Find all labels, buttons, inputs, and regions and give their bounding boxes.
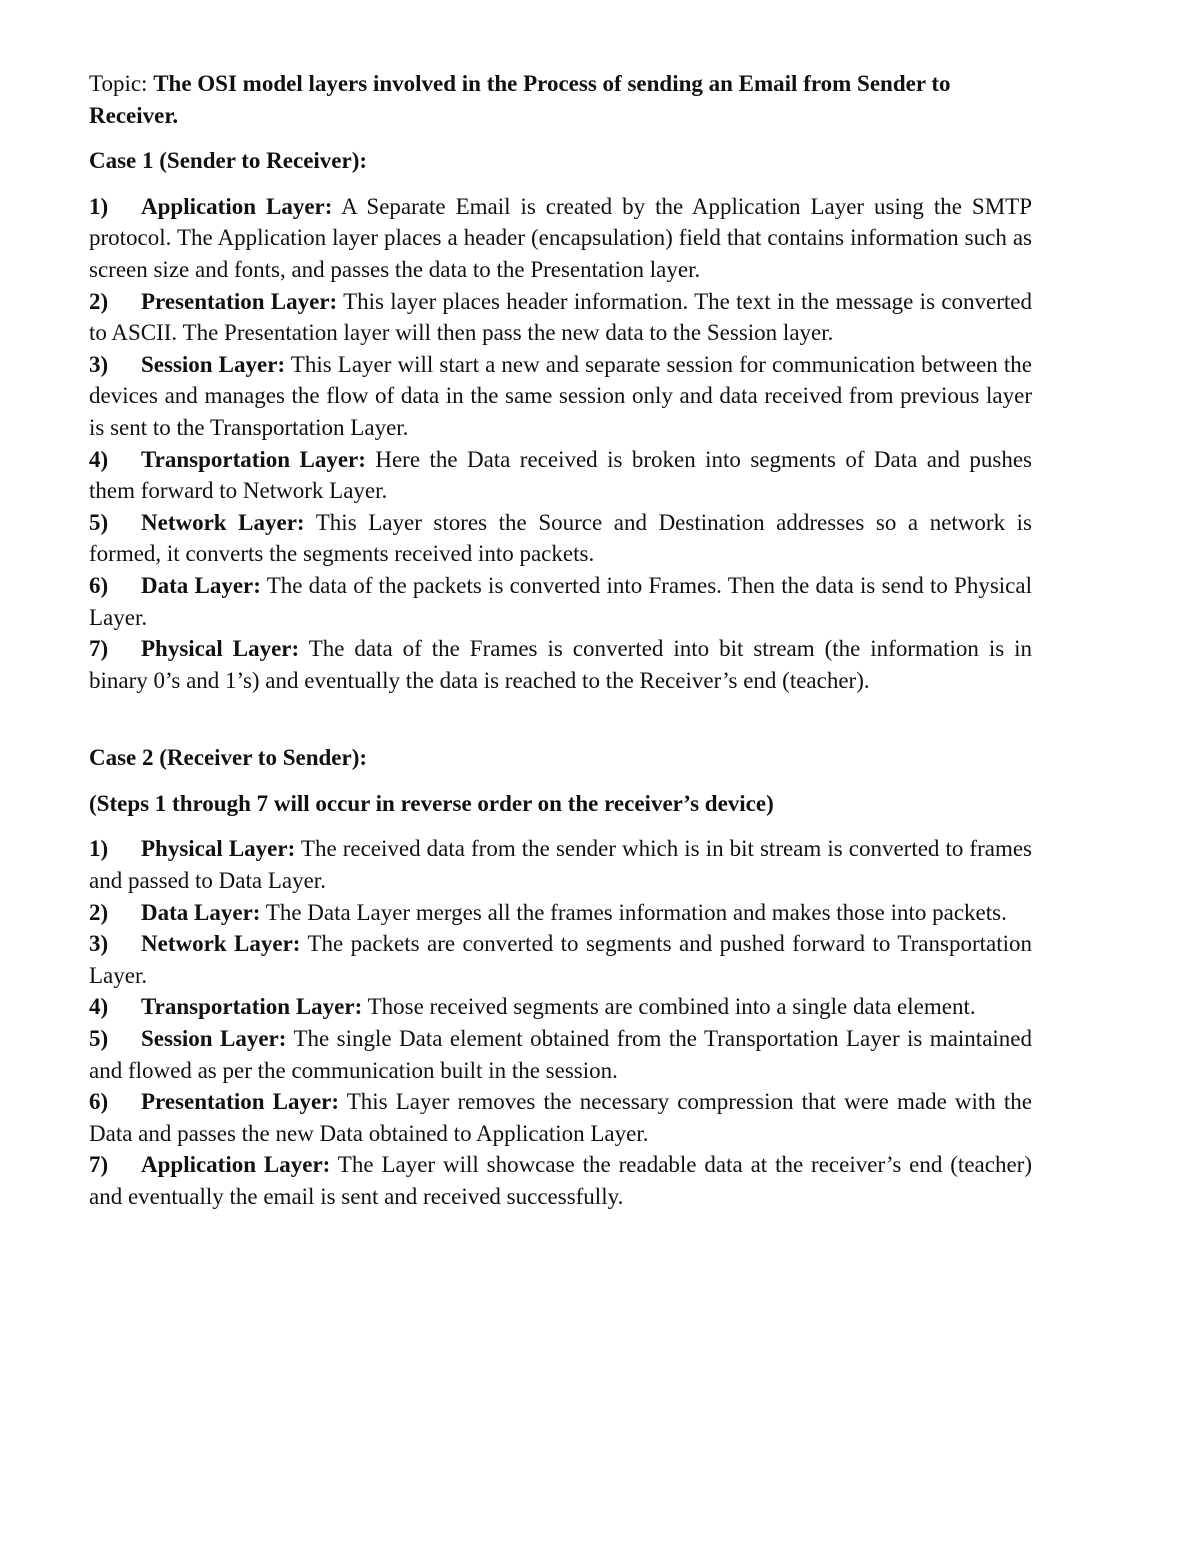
case2-note: (Steps 1 through 7 will occur in reverse order on the receiver’s device) [89,790,774,816]
case1-section [89,145,1032,696]
case2-step [89,897,1032,929]
step-term: Presentation Layer: [141,1089,340,1115]
step-number: 4) [89,446,109,472]
step-term: Transportation Layer: [141,994,363,1020]
topic-line [89,68,1032,131]
step-term: Network Layer: [141,931,301,957]
step-number: 1) [89,193,109,219]
step-text: Those received segments are combined into a single data element. [362,994,976,1020]
topic-title: The OSI model layers involved in the Process of sending an Email from Sender to Receiver. [89,71,951,128]
step-number: 6) [89,1089,109,1115]
step-text: The packets are converted to segments and pushed forward to Transportation Layer. [89,931,1032,988]
case1-step [89,349,1032,444]
case2-step [89,833,1032,896]
step-text: The data of the Frames is converted into bit stream (the information is in binary 0’s and 1’s) and eventually the data is reached to the Receiver’s end (teacher). [89,636,1033,693]
step-number: 7) [89,636,109,662]
step-text: The data of the packets is converted into Frames. Then the data is send to Physical Layer. [89,572,1032,630]
step-text: The Layer will showcase the readable data at the receiver’s end (teacher) and eventually the email is sent and received successfully. [89,1152,1032,1209]
step-term: Physical Layer: [141,836,296,862]
step-text: This Layer stores the Source and Destination addresses so a network is formed, it converts the segments received into packets. [89,509,1032,567]
step-number: 3) [89,931,109,957]
case2-step [89,991,1032,1023]
step-term: Session Layer: [141,1026,287,1052]
case1-heading: Case 1 (Sender to Receiver): [89,148,368,174]
step-number: 4) [89,994,109,1020]
step-number: 5) [89,1026,109,1052]
step-text: The Data Layer merges all the frames information and makes those into packets. [260,899,1007,925]
document-page [89,68,1032,1213]
step-term: Application Layer: [141,1152,331,1178]
step-text: A Separate Email is created by the Application Layer using the SMTP protocol. The Application layer places a header (encapsulation) field that contains information such as screen size and fonts, and passes the data to the Presentation layer. [89,193,1032,282]
step-text: Here the Data received is broken into segments of Data and pushes them forward to Network Layer. [89,446,1032,504]
case1-step [89,570,1032,633]
step-number: 2) [89,288,109,314]
step-number: 7) [89,1152,109,1178]
step-text: This layer places header information. The text in the message is converted to ASCII. The Presentation layer will then pass the new data to the Session layer. [89,288,1032,346]
case2-step [89,928,1032,991]
case2-step [89,1086,1032,1149]
step-number: 2) [89,899,109,925]
case1-step [89,507,1032,570]
case2-heading: Case 2 (Receiver to Sender): [89,745,368,771]
step-term: Data Layer: [141,899,261,925]
case2-steps [89,833,1032,1212]
step-number: 5) [89,509,109,535]
step-term: Presentation Layer: [141,288,338,314]
step-term: Session Layer: [141,351,286,377]
case1-steps [89,191,1032,697]
step-term: Data Layer: [141,572,261,598]
step-text: This Layer removes the necessary compression that were made with the Data and passes the new Data obtained to Application Layer. [89,1089,1032,1146]
step-number: 6) [89,572,109,598]
step-number: 1) [89,836,109,862]
case1-step [89,444,1032,507]
case2-step [89,1023,1032,1086]
step-text: The received data from the sender which is in bit stream is converted to frames and passed to Data Layer. [89,836,1032,894]
step-term: Application Layer: [141,193,333,219]
topic-prefix: Topic: [89,71,154,96]
case2-step [89,1149,1032,1212]
case1-step [89,286,1032,349]
case2-section [89,742,1032,1212]
step-term: Network Layer: [141,509,305,535]
step-text: This Layer will start a new and separate session for communication between the devices and manages the flow of data in the same session only and data received from previous layer is sent to the Transportation Layer. [89,351,1033,440]
step-term: Physical Layer: [141,636,300,662]
case1-step [89,191,1032,286]
step-term: Transportation Layer: [141,446,366,472]
case1-step [89,633,1032,696]
step-text: The single Data element obtained from the Transportation Layer is maintained and flowed as per the communication built in the session. [89,1026,1032,1083]
step-number: 3) [89,351,109,377]
